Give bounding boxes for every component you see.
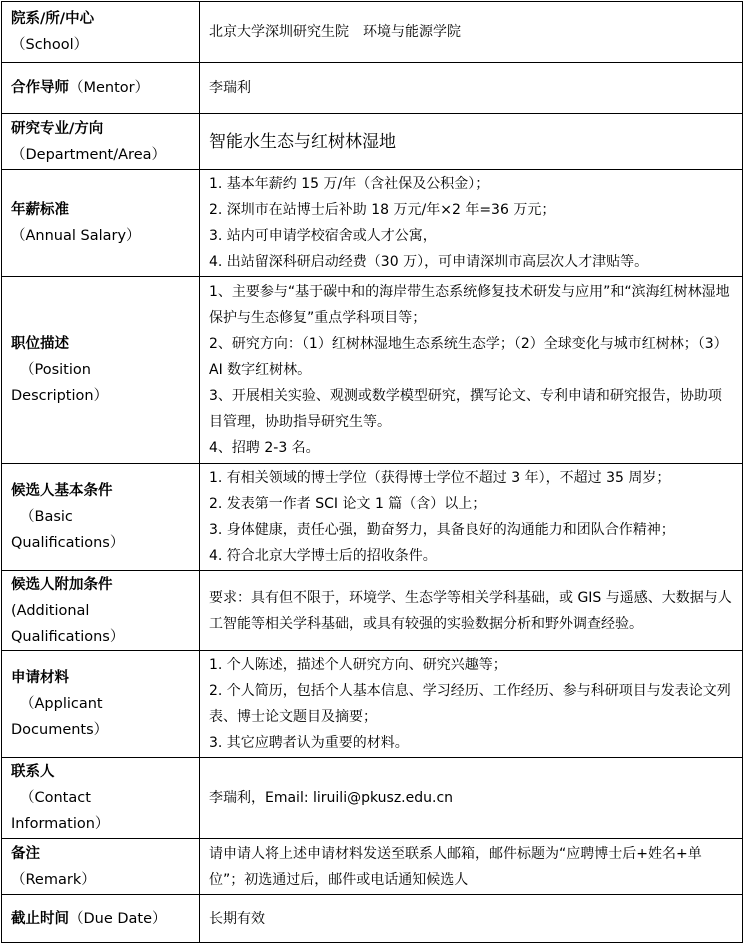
label-basic-en-2: Qualifications）	[11, 535, 125, 551]
row-salary	[2, 170, 743, 277]
row-documents	[2, 651, 743, 758]
label-cell-additional	[2, 571, 200, 651]
contact-value: 李瑞利，Email: liruili@pkusz.edu.cn	[209, 790, 454, 806]
position-paragraph: 4、招聘 2-3 名。	[209, 440, 320, 456]
label-cell-salary	[2, 170, 200, 277]
label-contact-en-1: （Contact	[20, 790, 91, 806]
label-salary-en: （Annual Salary）	[11, 228, 141, 244]
value-cell-salary	[200, 170, 743, 277]
label-cell-remark	[2, 839, 200, 895]
row-school	[2, 2, 743, 63]
salary-line: 1. 基本年薪约 15 万/年（含社保及公积金）；	[209, 176, 490, 192]
row-remark	[2, 839, 743, 895]
row-contact	[2, 758, 743, 839]
value-cell-mentor	[200, 63, 743, 114]
label-cell-due	[2, 895, 200, 943]
additional-value: 要求：具有但不限于，环境学、生态学等相关学科基础，或 GIS 与遥感、大数据与人工智能等相关学科基础，或具有较强的实验数据分析和野外调查经验。	[209, 589, 732, 632]
label-position-en-1: （Position	[20, 362, 91, 378]
label-cell-mentor	[2, 63, 200, 114]
label-cell-basic	[2, 464, 200, 571]
due-value: 长期有效	[209, 910, 265, 927]
basic-line: 4. 符合北京大学博士后的招收条件。	[209, 548, 437, 564]
documents-paragraph: 2. 个人简历，包括个人基本信息、学习经历、工作经历、参与科研项目与发表论文列表、博士论文题目及摘要；	[209, 683, 731, 725]
label-additional-zh: 候选人附加条件	[11, 576, 113, 593]
basic-line: 1. 有相关领域的博士学位（获得博士学位不超过 3 年），不超过 35 周岁；	[209, 470, 671, 486]
label-contact-zh: 联系人	[11, 764, 55, 780]
school-value: 北京大学深圳研究生院 环境与能源学院	[209, 24, 461, 40]
value-cell-position	[200, 277, 743, 464]
position-paragraph: 2、研究方向：（1）红树林湿地生态系统生态学；（2）全球变化与城市红树林；（3）AI 数字红树林。	[209, 336, 728, 378]
row-due-date	[2, 895, 743, 943]
value-cell-contact	[200, 758, 743, 839]
label-cell-documents	[2, 651, 200, 758]
row-additional-qualifications	[2, 571, 743, 651]
label-department-zh: 研究专业/方向	[11, 120, 104, 137]
postdoc-recruitment-table	[1, 1, 743, 943]
label-salary-zh: 年薪标准	[11, 202, 69, 218]
label-contact-en-2: Information）	[11, 816, 110, 832]
label-remark-zh: 备注	[11, 845, 40, 862]
row-mentor	[2, 63, 743, 114]
value-cell-documents	[200, 651, 743, 758]
value-cell-remark	[200, 839, 743, 895]
value-cell-basic	[200, 464, 743, 571]
value-cell-due	[200, 895, 743, 943]
basic-line: 2. 发表第一作者 SCI 论文 1 篇（含）以上；	[209, 496, 487, 512]
label-cell-department	[2, 114, 200, 170]
salary-line: 3. 站内可申请学校宿舍或人才公寓，	[209, 228, 437, 244]
documents-paragraph: 1. 个人陈述，描述个人研究方向、研究兴趣等；	[209, 657, 507, 673]
label-school-en: （School）	[11, 37, 89, 53]
label-additional-en-2: Qualifications）	[11, 628, 125, 645]
label-remark-en: （Remark）	[11, 871, 96, 888]
label-documents-en-2: Documents）	[11, 722, 109, 738]
label-documents-en-1: （Applicant	[20, 696, 103, 712]
row-basic-qualifications	[2, 464, 743, 571]
label-cell-position	[2, 277, 200, 464]
label-due-zh: 截止时间	[11, 910, 69, 927]
salary-line: 2. 深圳市在站博士后补助 18 万元/年×2 年=36 万元；	[209, 202, 556, 218]
value-cell-additional	[200, 571, 743, 651]
label-additional-en-1: (Additional	[11, 602, 90, 619]
label-cell-contact	[2, 758, 200, 839]
label-basic-zh: 候选人基本条件	[11, 483, 113, 499]
label-school-zh: 院系/所/中心	[11, 11, 95, 27]
label-department-en: （Department/Area）	[11, 146, 166, 163]
position-paragraph: 3、开展相关实验、观测或数学模型研究，撰写论文、专利申请和研究报告，协助项目管理，协助指导研究生等。	[209, 388, 722, 430]
row-department	[2, 114, 743, 170]
salary-line: 4. 出站留深科研启动经费（30 万），可申请深圳市高层次人才津贴等。	[209, 254, 649, 270]
label-documents-zh: 申请材料	[11, 670, 69, 686]
label-position-zh: 职位描述	[11, 336, 69, 352]
label-mentor-zh: 合作导师	[11, 80, 69, 96]
label-cell-school	[2, 2, 200, 63]
label-due-en: （Due Date）	[69, 910, 167, 927]
department-value: 智能水生态与红树林湿地	[209, 131, 396, 152]
remark-value: 请申请人将上述申请材料发送至联系人邮箱，邮件标题为“应聘博士后+姓名+单位”；初选通过后，邮件或电话通知候选人	[209, 845, 702, 888]
label-mentor-en: （Mentor）	[69, 80, 150, 96]
basic-line: 3. 身体健康，责任心强，勤奋努力，具备良好的沟通能力和团队合作精神；	[209, 522, 675, 538]
value-cell-department	[200, 114, 743, 170]
label-due	[11, 906, 199, 932]
label-basic-en-1: （Basic	[20, 509, 73, 525]
documents-paragraph: 3. 其它应聘者认为重要的材料。	[209, 735, 409, 751]
position-paragraph: 1、主要参与“基于碳中和的海岸带生态系统修复技术研发与应用”和“滨海红树林湿地保护与生态修复”重点学科项目等；	[209, 284, 730, 326]
row-position	[2, 277, 743, 464]
label-mentor	[11, 75, 199, 101]
label-position-en-2: Description）	[11, 388, 109, 404]
mentor-value: 李瑞利	[209, 80, 251, 96]
value-cell-school	[200, 2, 743, 63]
